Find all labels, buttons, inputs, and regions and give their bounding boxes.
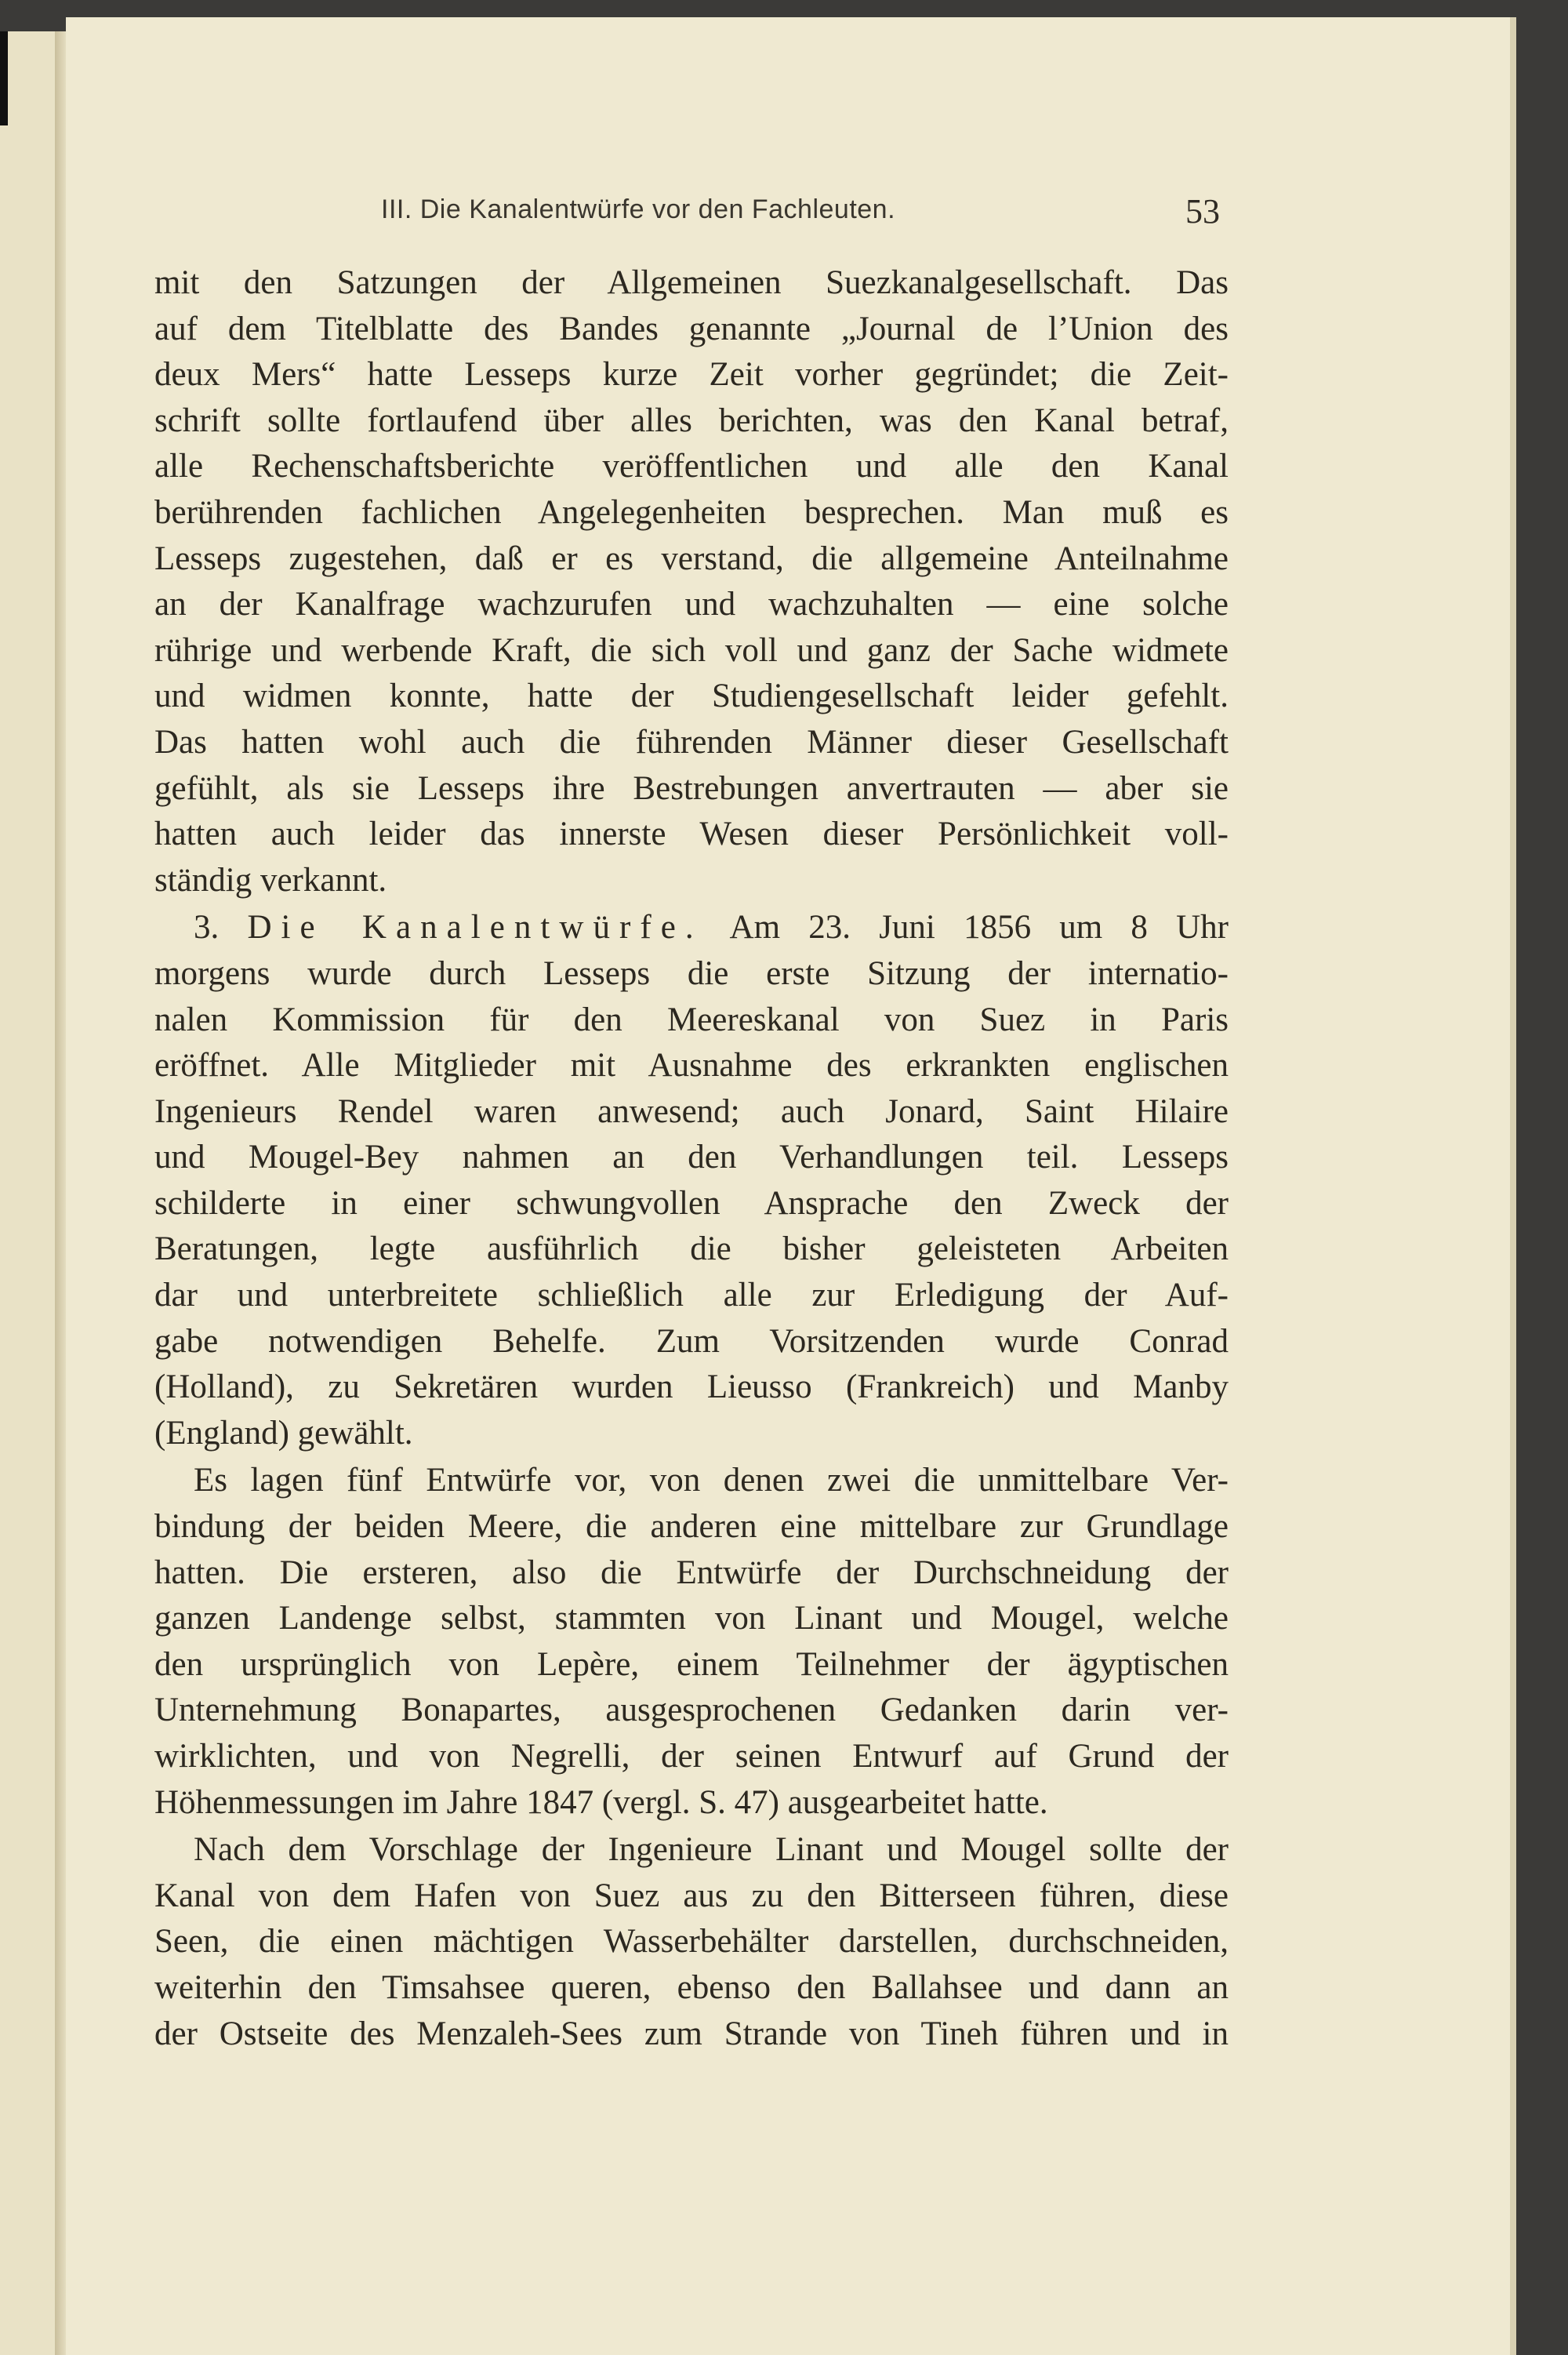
text-line bbox=[154, 905, 1229, 951]
text-line: dar und unterbreitete schließlich alle zur Erledigung der Auf- bbox=[154, 1277, 1229, 1314]
text-line: (Holland), zu Sekretären wurden Lieusso (Frankreich) und Manby bbox=[154, 1368, 1229, 1406]
text-line: auf dem Titelblatte des Bandes genannte „Journal de l’Union des bbox=[154, 310, 1229, 347]
section-first-line: Am 23. Juni 1856 um 8 Uhr bbox=[729, 909, 1229, 947]
page-stack-edge bbox=[1510, 17, 1516, 2355]
text-line: (England) gewählt. bbox=[154, 1414, 413, 1452]
text-line: wirklichten, und von Negrelli, der seinen Entwurf auf Grund der bbox=[154, 1738, 1229, 1775]
text-line: morgens wurde durch Lesseps die erste Sitzung der internatio- bbox=[154, 954, 1229, 992]
text-line: ständig verkannt. bbox=[154, 861, 387, 899]
text-line: ganzen Landenge selbst, stammten von Linant und Mougel, welche bbox=[154, 1600, 1229, 1637]
text-line: eröffnet. Alle Mitglieder mit Ausnahme des erkrankten englischen bbox=[154, 1047, 1229, 1085]
text-line: Seen, die einen mächtigen Wasserbehälter darstellen, durchschneiden, bbox=[154, 1923, 1229, 1961]
text-line: alle Rechenschaftsberichte veröffentlichen und alle den Kanal bbox=[154, 448, 1229, 485]
text-line: rührige und werbende Kraft, die sich voll und ganz der Sache widmete bbox=[154, 631, 1229, 669]
paragraph bbox=[154, 1458, 1229, 1826]
text-line: Nach dem Vorschlage der Ingenieure Linant und Mougel sollte der bbox=[194, 1831, 1229, 1869]
section-title: Die Kanalentwürfe. bbox=[247, 909, 703, 947]
section-number: 3. bbox=[194, 909, 220, 947]
text-line: Kanal von dem Hafen von Suez aus zu den Bitterseen führen, diese bbox=[154, 1877, 1229, 1914]
book-spine bbox=[0, 31, 8, 125]
paragraph bbox=[154, 905, 1229, 1456]
text-line: Es lagen fünf Entwürfe vor, von denen zwei die unmittelbare Ver- bbox=[194, 1462, 1229, 1499]
paragraph bbox=[154, 1827, 1229, 2057]
text-line: Das hatten wohl auch die führenden Männer dieser Gesellschaft bbox=[154, 723, 1229, 761]
text-line: bindung der beiden Meere, die anderen eine mittelbare zur Grundlage bbox=[154, 1508, 1229, 1546]
text-line: deux Mers“ hatte Lesseps kurze Zeit vorher gegründet; die Zeit- bbox=[154, 356, 1229, 394]
text-line: und widmen konnte, hatte der Studiengesellschaft leider gefehlt. bbox=[154, 678, 1229, 715]
text-line: gefühlt, als sie Lesseps ihre Bestrebungen anvertrauten — aber sie bbox=[154, 769, 1229, 807]
text-line: mit den Satzungen der Allgemeinen Suezkanalgesellschaft. Das bbox=[154, 264, 1229, 301]
text-line: weiterhin den Timsahsee queren, ebenso den Ballahsee und dann an bbox=[154, 1968, 1229, 2006]
text-line: Höhenmessungen im Jahre 1847 (vergl. S. 47) ausgearbeitet hatte. bbox=[154, 1783, 1048, 1821]
body-text bbox=[154, 260, 1229, 2059]
text-line: schilderte in einer schwungvollen Ansprache den Zweck der bbox=[154, 1184, 1229, 1222]
running-title: III. Die Kanalentwürfe vor den Fachleuten. bbox=[381, 194, 896, 224]
text-line: gabe notwendigen Behelfe. Zum Vorsitzenden wurde Conrad bbox=[154, 1322, 1229, 1360]
page-number: 53 bbox=[1185, 192, 1220, 231]
text-line: und Mougel-Bey nahmen an den Verhandlungen teil. Lesseps bbox=[154, 1139, 1229, 1176]
text-line: der Ostseite des Menzaleh-Sees zum Strande von Tineh führen und in bbox=[154, 2015, 1229, 2052]
text-line: Lesseps zugestehen, daß er es verstand, die allgemeine Anteilnahme bbox=[154, 540, 1229, 577]
text-line: hatten. Die ersteren, also die Entwürfe der Durchschneidung der bbox=[154, 1554, 1229, 1591]
text-line: den ursprünglich von Lepère, einem Teilnehmer der ägyptischen bbox=[154, 1645, 1229, 1683]
paragraph bbox=[154, 260, 1229, 903]
text-line: nalen Kommission für den Meereskanal von Suez in Paris bbox=[154, 1001, 1229, 1038]
facing-page-edge bbox=[0, 31, 58, 2355]
text-line: berührenden fachlichen Angelegenheiten besprechen. Man muß es bbox=[154, 493, 1229, 531]
text-line: schrift sollte fortlaufend über alles berichten, was den Kanal betraf, bbox=[154, 402, 1229, 439]
text-line: Beratungen, legte ausführlich die bisher geleisteten Arbeiten bbox=[154, 1230, 1229, 1268]
text-line: Ingenieurs Rendel waren anwesend; auch Jonard, Saint Hilaire bbox=[154, 1092, 1229, 1130]
text-line: hatten auch leider das innerste Wesen dieser Persönlichkeit voll- bbox=[154, 816, 1229, 853]
text-line: an der Kanalfrage wachzurufen und wachzuhalten — eine solche bbox=[154, 586, 1229, 623]
text-line: Unternehmung Bonapartes, ausgesprochenen Gedanken darin ver- bbox=[154, 1692, 1229, 1729]
